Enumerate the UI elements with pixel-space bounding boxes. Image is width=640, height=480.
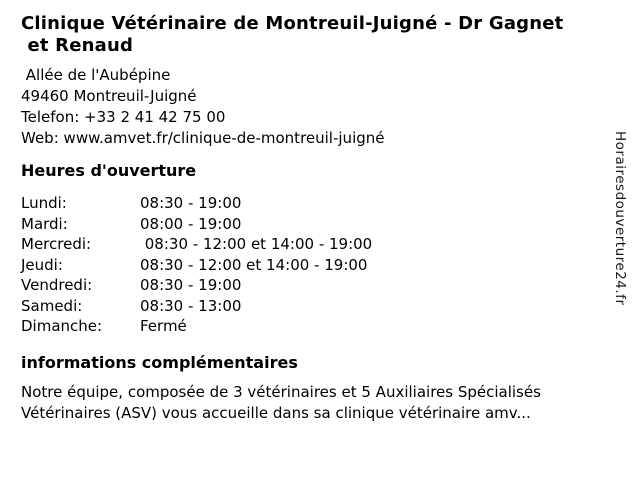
page-title-line-2: et Renaud (21, 35, 134, 56)
additional-info-heading: informations complémentaires (21, 352, 298, 372)
day-hours: 08:30 - 12:00 et 14:00 - 19:00 (140, 255, 368, 274)
website-url: www.amvet.fr/clinique-de-montreuil-juigné (63, 129, 385, 147)
page-title-line-1: Clinique Vétérinaire de Montreuil-Juigné - Dr Gagnet (21, 13, 564, 34)
day-label: Dimanche: (21, 317, 103, 335)
phone-line (21, 107, 640, 128)
watermark-site-name: Horairesdouverture24.fr (612, 131, 628, 306)
opening-hours-row-tuesday (21, 214, 640, 235)
day-hours: 08:30 - 19:00 (140, 194, 242, 212)
day-label: Lundi: (21, 194, 67, 212)
day-hours-closed: Fermé (140, 317, 187, 335)
opening-hours-table (21, 193, 640, 337)
additional-info-text (21, 382, 640, 424)
day-hours: 08:00 - 19:00 (140, 214, 242, 233)
day-label: Vendredi: (21, 276, 93, 294)
opening-hours-row-wednesday (21, 234, 640, 255)
opening-hours-row-saturday (21, 296, 640, 317)
additional-info-line-1: Notre équipe, composée de 3 vétérinaires et 5 Auxiliaires Spécialisés (21, 382, 541, 401)
address-street: Allée de l'Aubépine (21, 66, 171, 84)
page-title (21, 13, 640, 57)
day-hours: 08:30 - 13:00 (140, 296, 242, 315)
day-label: Mardi: (21, 214, 68, 233)
address-city: 49460 Montreuil-Juigné (21, 87, 197, 105)
website-label: Web: (21, 129, 59, 147)
opening-hours-row-thursday (21, 255, 640, 276)
opening-hours-row-sunday (21, 316, 640, 337)
opening-hours-row-friday (21, 275, 640, 296)
website-line (21, 128, 640, 149)
day-label: Samedi: (21, 296, 83, 315)
contact-block (21, 65, 640, 149)
day-label: Mercredi: (21, 235, 92, 253)
additional-info-line-2: Vétérinaires (ASV) vous accueille dans sa clinique vétérinaire amv... (21, 403, 531, 422)
day-label: Jeudi: (21, 255, 63, 274)
phone-label: Telefon: (21, 108, 80, 126)
opening-hours-row-monday (21, 193, 640, 214)
day-hours: 08:30 - 12:00 et 14:00 - 19:00 (140, 235, 373, 253)
phone-number: +33 2 41 42 75 00 (84, 108, 226, 126)
opening-hours-heading: Heures d'ouverture (21, 161, 197, 180)
day-hours: 08:30 - 19:00 (140, 276, 242, 294)
